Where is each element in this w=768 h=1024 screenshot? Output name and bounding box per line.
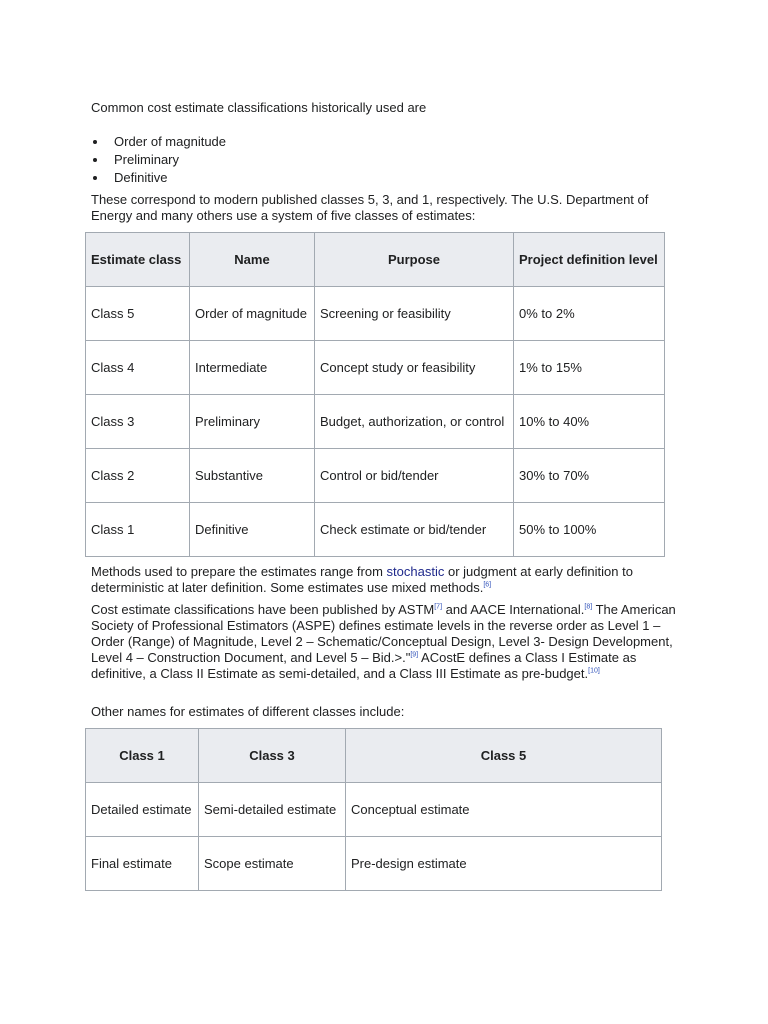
table-header-row [86,233,665,287]
classifications-text-4: ACostE defines a Class I Estimate as definitive, a Class II Estimate as semi-detailed, and a Class III Estimate as pre-budget. [91,650,637,681]
table-cell: 1% to 15% [514,341,665,395]
other-names-table [85,728,662,891]
reference-8-link[interactable]: [8] [584,603,593,611]
table-cell: 30% to 70% [514,449,665,503]
table-row [86,503,665,557]
intro-text: Common cost estimate classifications historically used are [91,100,427,115]
reference-9-link[interactable]: [9] [410,651,419,659]
table-cell: Class 3 [86,395,190,449]
header-estimate-class: Estimate class [86,233,190,287]
table-cell: Scope estimate [199,837,346,891]
table-cell: Concept study or feasibility [315,341,514,395]
reference-7-link[interactable]: [7] [434,603,443,611]
table-cell: Class 5 [86,287,190,341]
header-name: Name [190,233,315,287]
table-cell: Budget, authorization, or control [315,395,514,449]
list-item: Order of magnitude [91,134,226,152]
header-purpose: Purpose [315,233,514,287]
table-row [86,287,665,341]
header-project-definition-level: Project definition level [514,233,665,287]
table-cell: Check estimate or bid/tender [315,503,514,557]
list-item: Preliminary [91,152,226,170]
table-cell: Class 2 [86,449,190,503]
table-cell: Pre-design estimate [346,837,662,891]
list-item: Definitive [91,170,226,188]
table-cell: Substantive [190,449,315,503]
header-class-3: Class 3 [199,729,346,783]
table-cell: Class 4 [86,341,190,395]
table-cell: 50% to 100% [514,503,665,557]
other-names-paragraph: Other names for estimates of different classes include: [91,704,405,719]
table-cell: Final estimate [86,837,199,891]
table-cell: 10% to 40% [514,395,665,449]
table-row [86,449,665,503]
table-cell: Intermediate [190,341,315,395]
table-cell: Detailed estimate [86,783,199,837]
table-cell: Screening or feasibility [315,287,514,341]
classes-paragraph: These correspond to modern published classes 5, 3, and 1, respectively. The U.S. Department of Energy and many others use a system of five classes of estimates: [91,192,649,223]
classifications-text-2: and AACE International. [442,602,585,617]
table-row [86,837,662,891]
table-row [86,783,662,837]
table-cell: Definitive [190,503,315,557]
table-cell: Preliminary [190,395,315,449]
table-row [86,341,665,395]
header-class-5: Class 5 [346,729,662,783]
table-row [86,395,665,449]
classifications-paragraph [91,602,681,682]
table-cell: Order of magnitude [190,287,315,341]
table-cell: Conceptual estimate [346,783,662,837]
methods-paragraph [91,564,681,596]
stochastic-link[interactable]: stochastic [386,564,445,579]
header-class-1: Class 1 [86,729,199,783]
classifications-text-3: The American Society of Professional Estimators (ASPE) defines estimate levels in the reverse order as Level 1 – Order (Range) of Magnitude, Level 2 – Schematic/Conceptual Design, Level 3- Design Development, Level 4 – Construction Document, and Level 5 – Bid.>." [91,602,676,665]
table-cell: Semi-detailed estimate [199,783,346,837]
methods-text-end: or judgment at early definition to deterministic at later definition. Some estimates use mixed methods. [91,564,633,595]
table-cell: Control or bid/tender [315,449,514,503]
reference-10-link[interactable]: [10] [588,667,600,675]
reference-6-link[interactable]: [6] [483,581,492,589]
table-cell: 0% to 2% [514,287,665,341]
table-cell: Class 1 [86,503,190,557]
estimate-class-table [85,232,665,557]
methods-text-start: Methods used to prepare the estimates range from [91,564,387,579]
classifications-text-1: Cost estimate classifications have been published by ASTM [91,602,435,617]
table-header-row [86,729,662,783]
classification-list [91,134,226,188]
